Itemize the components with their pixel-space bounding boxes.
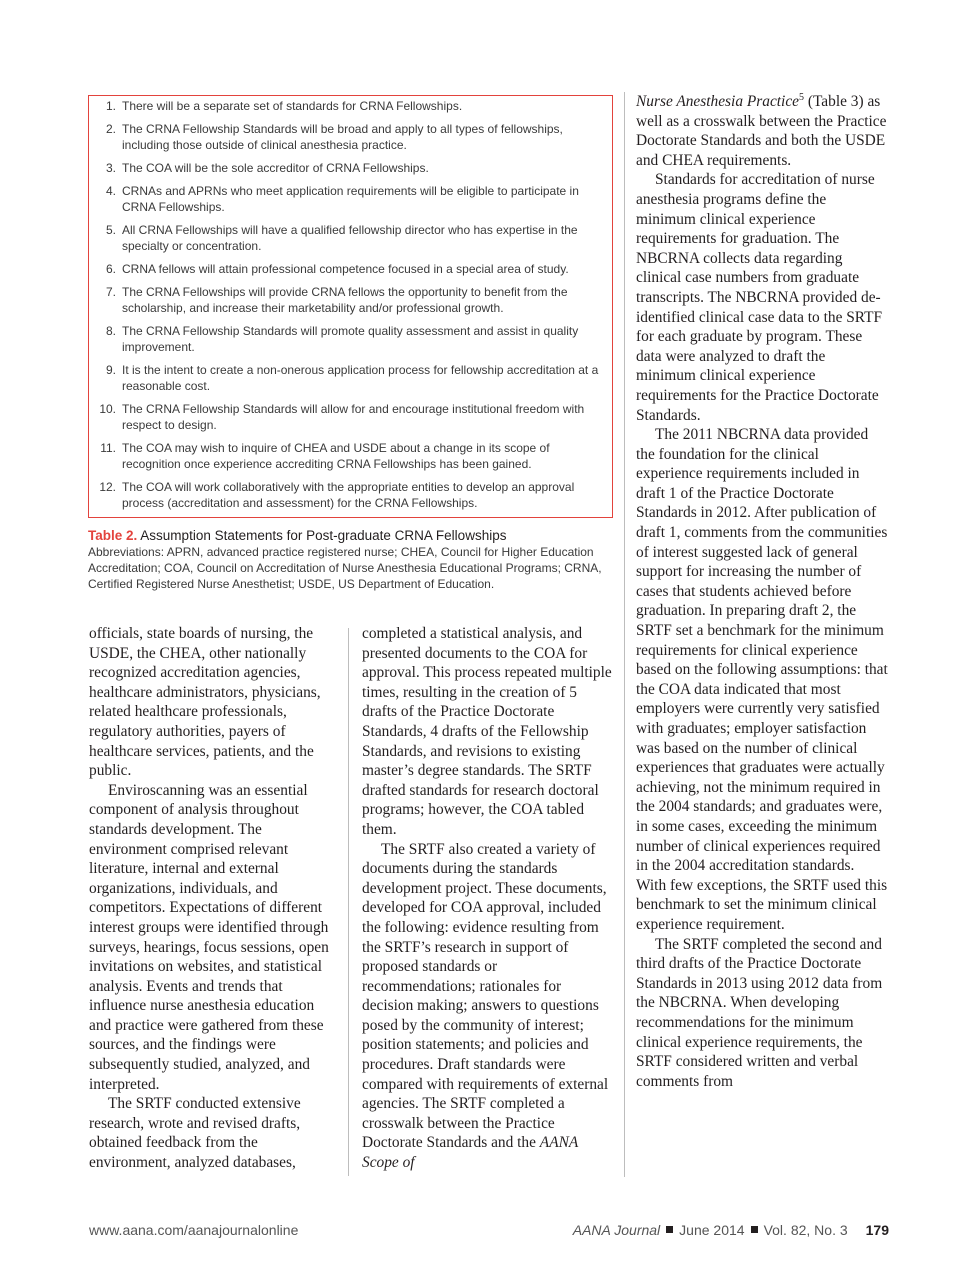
item-text: There will be a separate set of standards for CRNA Fellowships. bbox=[122, 99, 463, 113]
item-text: All CRNA Fellowships will have a qualified fellowship director who has expertise in the specialty or concentration. bbox=[122, 223, 578, 253]
list-item bbox=[89, 284, 612, 316]
column-divider bbox=[624, 92, 625, 1177]
issue-date: June 2014 bbox=[679, 1222, 745, 1238]
footer-url[interactable]: www.aana.com/aanajournalonline bbox=[89, 1222, 299, 1238]
volume-issue: Vol. 82, No. 3 bbox=[763, 1222, 848, 1238]
caption-title: Assumption Statements for Post-graduate CRNA Fellowships bbox=[140, 528, 507, 543]
italic-title: AANA Scope of bbox=[362, 1134, 578, 1172]
journal-name: AANA Journal bbox=[572, 1222, 661, 1238]
square-bullet-icon bbox=[751, 1226, 758, 1233]
caption-title-line bbox=[88, 527, 613, 544]
list-item bbox=[89, 440, 612, 472]
item-number: 2. bbox=[105, 122, 116, 136]
paragraph bbox=[362, 840, 612, 1173]
table-2-box bbox=[88, 95, 613, 518]
item-number: 10. bbox=[99, 402, 116, 416]
item-text: CRNA fellows will attain professional competence focused in a special area of study. bbox=[122, 262, 569, 276]
square-bullet-icon bbox=[666, 1226, 673, 1233]
page-number: 179 bbox=[865, 1222, 889, 1238]
paragraph: The SRTF completed the second and third drafts of the Practice Doctorate Standards in 2013 using 2012 data from the NBCRNA. When developing recommendations for the minimum clinical experience requirements, the SRTF considered written and verbal comments from bbox=[636, 935, 883, 1090]
caption-label: Table 2. bbox=[88, 528, 138, 543]
item-number: 3. bbox=[105, 161, 116, 175]
list-item bbox=[89, 222, 612, 254]
item-number: 9. bbox=[105, 363, 116, 377]
item-number: 4. bbox=[105, 184, 116, 198]
list-item bbox=[89, 121, 612, 153]
item-number: 5. bbox=[105, 223, 116, 237]
list-item bbox=[89, 261, 612, 277]
list-item bbox=[89, 479, 612, 511]
list-item bbox=[89, 183, 612, 215]
table-2-caption bbox=[88, 527, 613, 592]
item-text: The CRNA Fellowship Standards will allow for and encourage institutional freedom with respect to design. bbox=[122, 402, 585, 432]
paragraph: The 2011 NBCRNA data provided the foundation for the clinical experience requirements included in draft 1 of the Practice Doctorate Standards in 2012. After publication of draft 1, comments from the communities of interest suggested lack of general support for increasing the number of cases that students achieved before graduation. In preparing draft 2, the SRTF set a benchmark for the minimum requirements for clinical experience based on the following assumptions: that the COA data indicated that most employers were currently very satisfied with graduates; employer satisfaction was based on the number of clinical experiences that graduates were actually achieving, not the minimum required in the 2004 standards; and graduates were, in some cases, exceeding the minimum number of clinical experiences required in the 2004 accreditation standards. With few exceptions, the SRTF used this benchmark to set the minimum clinical experience requirement. bbox=[636, 426, 888, 933]
item-text: The COA will work collaboratively with the appropriate entities to develop an approval process (accreditation and assessment) for the CRNA Fellowships. bbox=[122, 480, 575, 510]
item-number: 7. bbox=[105, 285, 116, 299]
italic-title: Nurse Anesthesia Practice bbox=[636, 93, 799, 110]
item-text: The CRNA Fellowship Standards will promote quality assessment and assist in quality improvement. bbox=[122, 324, 579, 354]
item-number: 12. bbox=[99, 480, 116, 494]
item-number: 6. bbox=[105, 262, 116, 276]
list-item bbox=[89, 160, 612, 176]
item-text: The CRNA Fellowship Standards will be broad and apply to all types of fellowships, including those outside of clinical anesthesia practice. bbox=[122, 122, 563, 152]
list-item bbox=[89, 98, 612, 114]
item-text: CRNAs and APRNs who meet application requirements will be eligible to participate in CRNA Fellowships. bbox=[122, 184, 579, 214]
assumption-list bbox=[89, 98, 612, 518]
caption-abbreviations: Abbreviations: APRN, advanced practice registered nurse; CHEA, Council for Higher Education Accreditation; COA, Council on Accreditation of Nurse Anesthesia Educational Programs; CRNA, Certified Registered Nurse Anesthetist; USDE, US Department of Education. bbox=[88, 545, 602, 591]
item-text: The COA will be the sole accreditor of CRNA Fellowships. bbox=[122, 161, 429, 175]
paragraph bbox=[636, 92, 888, 170]
item-text: The CRNA Fellowships will provide CRNA fellows the opportunity to benefit from the scholarship, and increase their marketability and/or professional growth. bbox=[122, 285, 568, 315]
item-text: The COA may wish to inquire of CHEA and USDE about a change in its scope of recognition once experience accrediting CRNA Fellowships has been gained. bbox=[122, 441, 550, 471]
list-item bbox=[89, 401, 612, 433]
item-text: It is the intent to create a non-onerous application process for fellowship accreditation at a reasonable cost. bbox=[122, 363, 599, 393]
paragraph-text: (Table 3) as well as a crosswalk between the Practice Doctorate Standards and both the USDE and CHEA requirements. bbox=[636, 93, 887, 169]
paragraph: Standards for accreditation of nurse anesthesia programs define the minimum clinical experience requirements for graduation. The NBCRNA collects data regarding clinical case numbers from graduate transcripts. The NBCRNA provided de-identified clinical case data to the SRTF for each graduate by program. These data were analyzed to draft the minimum clinical experience requirements for the Practice Doctorate Standards. bbox=[636, 171, 883, 424]
paragraph: Enviroscanning was an essential component of analysis throughout standards development. The environment comprised relevant literature, internal and external organizations, individuals, and competitors. Expectations of different interest groups were identified through surveys, hearings, focus sessions, open invitations on websites, and statistical analysis. Events and trends that influence nurse anesthesia education and practice were gathered from these sources, and the findings were subsequently studied, analyzed, and interpreted. bbox=[89, 781, 329, 1093]
paragraph: The SRTF conducted extensive research, wrote and revised drafts, obtained feedback from the environment, analyzed databases, bbox=[89, 1095, 301, 1172]
body-column-1 bbox=[89, 624, 337, 1173]
column-divider bbox=[348, 628, 349, 1176]
item-number: 11. bbox=[100, 441, 116, 455]
list-item bbox=[89, 323, 612, 355]
paragraph: officials, state boards of nursing, the USDE, the CHEA, other nationally recognized accreditation agencies, healthcare administrators, physicians, related healthcare professionals, regulatory authorities, payers of healthcare services, patients, and the public. bbox=[89, 625, 321, 780]
item-number: 8. bbox=[105, 324, 116, 338]
item-number: 1. bbox=[105, 99, 116, 113]
footer-citation bbox=[573, 1222, 889, 1238]
paragraph-text: The SRTF also created a variety of documents during the standards development project. These documents, developed for COA approval, included the following: evidence resulting from the SRTF’s research in support of proposed standards or recommendations; rationales for decision making; answers to questions posed by the community of interest; position statements; and policies and procedures. Draft standards were compared with requirements of external agencies. The SRTF completed a crosswalk between the Practice Doctorate Standards and the bbox=[362, 840, 609, 1152]
body-column-2 bbox=[362, 624, 612, 1173]
body-column-3 bbox=[636, 92, 888, 1091]
paragraph: completed a statistical analysis, and presented documents to the COA for approval. This process repeated multiple times, resulting in the creation of 5 drafts of the Practice Doctorate Standards, 4 drafts of the Fellowship Standards, and revisions to existing master’s degree standards. The SRTF drafted standards for research doctoral programs; however, the COA tabled them. bbox=[362, 625, 612, 838]
list-item bbox=[89, 362, 612, 394]
reference-superscript: 5 bbox=[799, 91, 804, 103]
